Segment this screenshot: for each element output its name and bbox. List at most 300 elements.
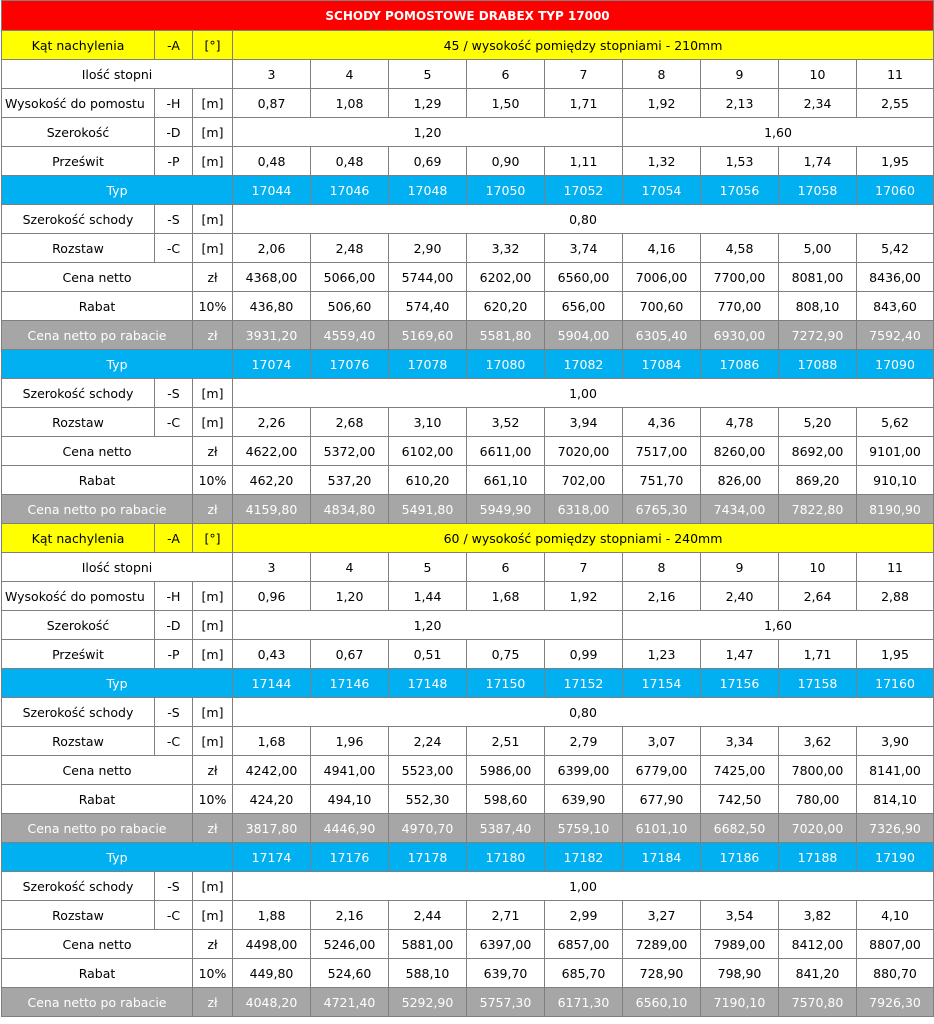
clearance-cell: 1,47: [701, 640, 779, 669]
steps-cell: 7: [545, 60, 623, 89]
typ-cell: 17144: [233, 669, 311, 698]
discount-cell: 639,90: [545, 785, 623, 814]
typ-cell: 17076: [311, 350, 389, 379]
stair-width-unit: [m]: [193, 698, 233, 727]
price-label: Cena netto: [2, 756, 193, 785]
spread-cell: 1,68: [233, 727, 311, 756]
net-price-cell: 4159,80: [233, 495, 311, 524]
clearance-cell: 0,48: [311, 147, 389, 176]
height-cell: 1,50: [467, 89, 545, 118]
spread-cell: 4,16: [623, 234, 701, 263]
discount-row: [2, 292, 934, 321]
height-row: [2, 89, 934, 118]
net-price-unit: zł: [193, 988, 233, 1017]
stair-width-value: 0,80: [233, 698, 934, 727]
height-cell: 1,20: [311, 582, 389, 611]
net-price-cell: 4048,20: [233, 988, 311, 1017]
stair-width-code: -S: [155, 205, 193, 234]
stair-width-unit: [m]: [193, 872, 233, 901]
stair-width-code: -S: [155, 698, 193, 727]
net-price-cell: 5949,90: [467, 495, 545, 524]
typ-row: [2, 669, 934, 698]
stair-width-row: [2, 872, 934, 901]
spread-unit: [m]: [193, 727, 233, 756]
spread-cell: 5,00: [779, 234, 857, 263]
height-label: Wysokość do pomostu: [2, 89, 155, 118]
steps-row: [2, 553, 934, 582]
spread-unit: [m]: [193, 234, 233, 263]
discount-row: [2, 785, 934, 814]
height-cell: 0,87: [233, 89, 311, 118]
net-price-label: Cena netto po rabacie: [2, 321, 193, 350]
price-cell: 8412,00: [779, 930, 857, 959]
net-price-cell: 7020,00: [779, 814, 857, 843]
angle-unit: [°]: [193, 31, 233, 60]
spread-cell: 2,68: [311, 408, 389, 437]
spread-cell: 2,90: [389, 234, 467, 263]
stair-width-label: Szerokość schody: [2, 872, 155, 901]
clearance-cell: 0,75: [467, 640, 545, 669]
height-cell: 2,16: [623, 582, 701, 611]
discount-cell: 552,30: [389, 785, 467, 814]
height-cell: 1,71: [545, 89, 623, 118]
discount-unit: 10%: [193, 959, 233, 988]
typ-label: Typ: [2, 176, 233, 205]
spread-unit: [m]: [193, 901, 233, 930]
clearance-label: Prześwit: [2, 147, 155, 176]
discount-cell: 436,80: [233, 292, 311, 321]
height-cell: 1,44: [389, 582, 467, 611]
typ-cell: 17050: [467, 176, 545, 205]
typ-cell: 17184: [623, 843, 701, 872]
spread-cell: 3,90: [857, 727, 934, 756]
typ-cell: 17054: [623, 176, 701, 205]
angle-row: [2, 524, 934, 553]
net-price-cell: 6171,30: [545, 988, 623, 1017]
page-title: SCHODY POMOSTOWE DRABEX TYP 17000: [2, 1, 934, 31]
typ-label: Typ: [2, 350, 233, 379]
height-cell: 2,13: [701, 89, 779, 118]
net-price-cell: 6305,40: [623, 321, 701, 350]
spread-cell: 3,32: [467, 234, 545, 263]
discount-unit: 10%: [193, 292, 233, 321]
stair-width-value: 1,00: [233, 872, 934, 901]
spread-row: [2, 234, 934, 263]
spread-code: -C: [155, 408, 193, 437]
steps-cell: 4: [311, 553, 389, 582]
discount-cell: 808,10: [779, 292, 857, 321]
discount-cell: 814,10: [857, 785, 934, 814]
price-cell: 5066,00: [311, 263, 389, 292]
stair-width-label: Szerokość schody: [2, 379, 155, 408]
net-price-cell: 8190,90: [857, 495, 934, 524]
angle-unit: [°]: [193, 524, 233, 553]
discount-cell: 598,60: [467, 785, 545, 814]
spread-cell: 1,88: [233, 901, 311, 930]
steps-cell: 3: [233, 60, 311, 89]
discount-cell: 610,20: [389, 466, 467, 495]
height-cell: 1,68: [467, 582, 545, 611]
discount-cell: 537,20: [311, 466, 389, 495]
discount-cell: 869,20: [779, 466, 857, 495]
angle-code: -A: [155, 31, 193, 60]
spread-cell: 4,36: [623, 408, 701, 437]
price-cell: 7006,00: [623, 263, 701, 292]
discount-cell: 751,70: [623, 466, 701, 495]
price-cell: 8260,00: [701, 437, 779, 466]
typ-cell: 17156: [701, 669, 779, 698]
clearance-cell: 1,95: [857, 147, 934, 176]
net-price-cell: 7926,30: [857, 988, 934, 1017]
price-unit: zł: [193, 756, 233, 785]
typ-label: Typ: [2, 843, 233, 872]
discount-row: [2, 959, 934, 988]
price-unit: zł: [193, 437, 233, 466]
typ-cell: 17182: [545, 843, 623, 872]
net-price-cell: 5757,30: [467, 988, 545, 1017]
typ-row: [2, 350, 934, 379]
price-cell: 5881,00: [389, 930, 467, 959]
discount-cell: 661,10: [467, 466, 545, 495]
discount-cell: 880,70: [857, 959, 934, 988]
price-cell: 8692,00: [779, 437, 857, 466]
net-price-cell: 5387,40: [467, 814, 545, 843]
discount-cell: 742,50: [701, 785, 779, 814]
typ-cell: 17044: [233, 176, 311, 205]
discount-cell: 524,60: [311, 959, 389, 988]
price-cell: 8807,00: [857, 930, 934, 959]
price-cell: 4622,00: [233, 437, 311, 466]
spread-cell: 3,82: [779, 901, 857, 930]
angle-label: Kąt nachylenia: [2, 31, 155, 60]
typ-cell: 17084: [623, 350, 701, 379]
typ-cell: 17090: [857, 350, 934, 379]
discount-cell: 462,20: [233, 466, 311, 495]
price-cell: 7020,00: [545, 437, 623, 466]
net-price-row: [2, 814, 934, 843]
typ-cell: 17080: [467, 350, 545, 379]
price-cell: 5744,00: [389, 263, 467, 292]
steps-cell: 11: [857, 60, 934, 89]
price-cell: 8141,00: [857, 756, 934, 785]
spread-label: Rozstaw: [2, 234, 155, 263]
spread-cell: 3,74: [545, 234, 623, 263]
price-cell: 6399,00: [545, 756, 623, 785]
net-price-unit: zł: [193, 814, 233, 843]
discount-cell: 677,90: [623, 785, 701, 814]
price-cell: 7700,00: [701, 263, 779, 292]
net-price-cell: 5904,00: [545, 321, 623, 350]
steps-label: Ilość stopni: [2, 60, 233, 89]
stair-width-label: Szerokość schody: [2, 205, 155, 234]
net-price-unit: zł: [193, 495, 233, 524]
typ-cell: 17088: [779, 350, 857, 379]
price-cell: 8436,00: [857, 263, 934, 292]
price-label: Cena netto: [2, 263, 193, 292]
spread-cell: 3,34: [701, 727, 779, 756]
typ-cell: 17180: [467, 843, 545, 872]
net-price-cell: 4721,40: [311, 988, 389, 1017]
height-cell: 1,08: [311, 89, 389, 118]
discount-label: Rabat: [2, 466, 193, 495]
discount-cell: 780,00: [779, 785, 857, 814]
discount-cell: 620,20: [467, 292, 545, 321]
typ-cell: 17186: [701, 843, 779, 872]
steps-cell: 9: [701, 553, 779, 582]
width-label: Szerokość: [2, 611, 155, 640]
steps-row: [2, 60, 934, 89]
typ-cell: 17188: [779, 843, 857, 872]
clearance-code: -P: [155, 147, 193, 176]
spread-cell: 3,07: [623, 727, 701, 756]
height-cell: 1,29: [389, 89, 467, 118]
spread-cell: 2,51: [467, 727, 545, 756]
steps-cell: 10: [779, 60, 857, 89]
spread-label: Rozstaw: [2, 901, 155, 930]
price-cell: 8081,00: [779, 263, 857, 292]
price-cell: 6397,00: [467, 930, 545, 959]
price-cell: 4941,00: [311, 756, 389, 785]
price-cell: 4498,00: [233, 930, 311, 959]
clearance-cell: 1,71: [779, 640, 857, 669]
price-cell: 6560,00: [545, 263, 623, 292]
net-price-cell: 5292,90: [389, 988, 467, 1017]
spread-cell: 2,44: [389, 901, 467, 930]
net-price-cell: 5581,80: [467, 321, 545, 350]
discount-cell: 656,00: [545, 292, 623, 321]
typ-cell: 17154: [623, 669, 701, 698]
typ-label: Typ: [2, 669, 233, 698]
price-cell: 7517,00: [623, 437, 701, 466]
price-cell: 6857,00: [545, 930, 623, 959]
steps-cell: 7: [545, 553, 623, 582]
price-row: [2, 930, 934, 959]
price-cell: 5246,00: [311, 930, 389, 959]
net-price-row: [2, 495, 934, 524]
discount-row: [2, 466, 934, 495]
typ-cell: 17086: [701, 350, 779, 379]
spread-code: -C: [155, 901, 193, 930]
spread-cell: 3,52: [467, 408, 545, 437]
net-price-cell: 3931,20: [233, 321, 311, 350]
spread-cell: 3,10: [389, 408, 467, 437]
spread-cell: 3,62: [779, 727, 857, 756]
angle-code: -A: [155, 524, 193, 553]
net-price-cell: 3817,80: [233, 814, 311, 843]
clearance-cell: 1,95: [857, 640, 934, 669]
price-row: [2, 437, 934, 466]
spread-row: [2, 901, 934, 930]
width-row: [2, 118, 934, 147]
steps-cell: 10: [779, 553, 857, 582]
stair-width-code: -S: [155, 379, 193, 408]
typ-cell: 17082: [545, 350, 623, 379]
discount-cell: 702,00: [545, 466, 623, 495]
typ-cell: 17178: [389, 843, 467, 872]
steps-label: Ilość stopni: [2, 553, 233, 582]
spread-cell: 2,24: [389, 727, 467, 756]
typ-cell: 17052: [545, 176, 623, 205]
price-cell: 5523,00: [389, 756, 467, 785]
angle-label: Kąt nachylenia: [2, 524, 155, 553]
width-unit: [m]: [193, 611, 233, 640]
price-cell: 7289,00: [623, 930, 701, 959]
net-price-cell: 7822,80: [779, 495, 857, 524]
stair-width-unit: [m]: [193, 379, 233, 408]
spread-cell: 3,94: [545, 408, 623, 437]
steps-cell: 6: [467, 553, 545, 582]
typ-row: [2, 176, 934, 205]
height-cell: 2,64: [779, 582, 857, 611]
stair-width-code: -S: [155, 872, 193, 901]
discount-cell: 843,60: [857, 292, 934, 321]
width-row: [2, 611, 934, 640]
clearance-label: Prześwit: [2, 640, 155, 669]
height-cell: 2,34: [779, 89, 857, 118]
spread-cell: 2,16: [311, 901, 389, 930]
clearance-cell: 1,11: [545, 147, 623, 176]
clearance-cell: 0,51: [389, 640, 467, 669]
width-unit: [m]: [193, 118, 233, 147]
price-cell: 6611,00: [467, 437, 545, 466]
typ-cell: 17158: [779, 669, 857, 698]
spread-cell: 2,79: [545, 727, 623, 756]
price-label: Cena netto: [2, 930, 193, 959]
net-price-cell: 7326,90: [857, 814, 934, 843]
clearance-cell: 0,99: [545, 640, 623, 669]
typ-cell: 17046: [311, 176, 389, 205]
clearance-cell: 0,69: [389, 147, 467, 176]
steps-cell: 5: [389, 60, 467, 89]
clearance-cell: 1,53: [701, 147, 779, 176]
height-cell: 2,88: [857, 582, 934, 611]
spread-cell: 2,26: [233, 408, 311, 437]
typ-cell: 17160: [857, 669, 934, 698]
stair-width-label: Szerokość schody: [2, 698, 155, 727]
typ-cell: 17176: [311, 843, 389, 872]
clearance-cell: 0,43: [233, 640, 311, 669]
typ-row: [2, 843, 934, 872]
steps-cell: 5: [389, 553, 467, 582]
clearance-code: -P: [155, 640, 193, 669]
net-price-cell: 6318,00: [545, 495, 623, 524]
steps-cell: 9: [701, 60, 779, 89]
spread-code: -C: [155, 234, 193, 263]
price-cell: 7800,00: [779, 756, 857, 785]
clearance-row: [2, 640, 934, 669]
discount-unit: 10%: [193, 466, 233, 495]
spread-cell: 3,27: [623, 901, 701, 930]
price-cell: 7989,00: [701, 930, 779, 959]
typ-cell: 17150: [467, 669, 545, 698]
typ-cell: 17056: [701, 176, 779, 205]
spread-unit: [m]: [193, 408, 233, 437]
net-price-cell: 4559,40: [311, 321, 389, 350]
price-row: [2, 756, 934, 785]
spread-cell: 4,58: [701, 234, 779, 263]
spread-cell: 2,48: [311, 234, 389, 263]
typ-cell: 17152: [545, 669, 623, 698]
typ-cell: 17190: [857, 843, 934, 872]
price-cell: 4242,00: [233, 756, 311, 785]
typ-cell: 17078: [389, 350, 467, 379]
spread-label: Rozstaw: [2, 727, 155, 756]
height-label: Wysokość do pomostu: [2, 582, 155, 611]
steps-cell: 4: [311, 60, 389, 89]
width-value-b: 1,60: [623, 611, 934, 640]
price-table: [1, 0, 934, 1017]
typ-cell: 17148: [389, 669, 467, 698]
spread-cell: 2,99: [545, 901, 623, 930]
width-code: -D: [155, 118, 193, 147]
height-cell: 0,96: [233, 582, 311, 611]
stair-width-value: 0,80: [233, 205, 934, 234]
net-price-cell: 5169,60: [389, 321, 467, 350]
spread-cell: 5,42: [857, 234, 934, 263]
clearance-cell: 0,67: [311, 640, 389, 669]
net-price-row: [2, 988, 934, 1017]
net-price-cell: 6682,50: [701, 814, 779, 843]
width-code: -D: [155, 611, 193, 640]
title-row: [2, 1, 934, 31]
discount-cell: 506,60: [311, 292, 389, 321]
price-unit: zł: [193, 930, 233, 959]
width-value-b: 1,60: [623, 118, 934, 147]
clearance-cell: 1,23: [623, 640, 701, 669]
typ-cell: 17048: [389, 176, 467, 205]
discount-unit: 10%: [193, 785, 233, 814]
price-cell: 4368,00: [233, 263, 311, 292]
height-cell: 1,92: [545, 582, 623, 611]
height-unit: [m]: [193, 582, 233, 611]
spread-cell: 4,78: [701, 408, 779, 437]
net-price-cell: 4446,90: [311, 814, 389, 843]
steps-cell: 8: [623, 553, 701, 582]
price-cell: 5986,00: [467, 756, 545, 785]
typ-cell: 17058: [779, 176, 857, 205]
net-price-cell: 7190,10: [701, 988, 779, 1017]
typ-cell: 17146: [311, 669, 389, 698]
discount-cell: 449,80: [233, 959, 311, 988]
clearance-cell: 1,32: [623, 147, 701, 176]
discount-cell: 588,10: [389, 959, 467, 988]
price-cell: 9101,00: [857, 437, 934, 466]
net-price-label: Cena netto po rabacie: [2, 988, 193, 1017]
price-cell: 6202,00: [467, 263, 545, 292]
stair-width-row: [2, 698, 934, 727]
net-price-cell: 7592,40: [857, 321, 934, 350]
steps-cell: 11: [857, 553, 934, 582]
clearance-cell: 0,90: [467, 147, 545, 176]
discount-cell: 494,10: [311, 785, 389, 814]
spread-cell: 2,06: [233, 234, 311, 263]
spread-cell: 5,62: [857, 408, 934, 437]
discount-cell: 910,10: [857, 466, 934, 495]
height-cell: 1,92: [623, 89, 701, 118]
discount-cell: 826,00: [701, 466, 779, 495]
height-cell: 2,55: [857, 89, 934, 118]
spread-code: -C: [155, 727, 193, 756]
price-row: [2, 263, 934, 292]
net-price-cell: 6765,30: [623, 495, 701, 524]
discount-cell: 798,90: [701, 959, 779, 988]
spread-cell: 4,10: [857, 901, 934, 930]
stair-width-unit: [m]: [193, 205, 233, 234]
height-cell: 2,40: [701, 582, 779, 611]
net-price-cell: 5759,10: [545, 814, 623, 843]
clearance-cell: 0,48: [233, 147, 311, 176]
height-row: [2, 582, 934, 611]
